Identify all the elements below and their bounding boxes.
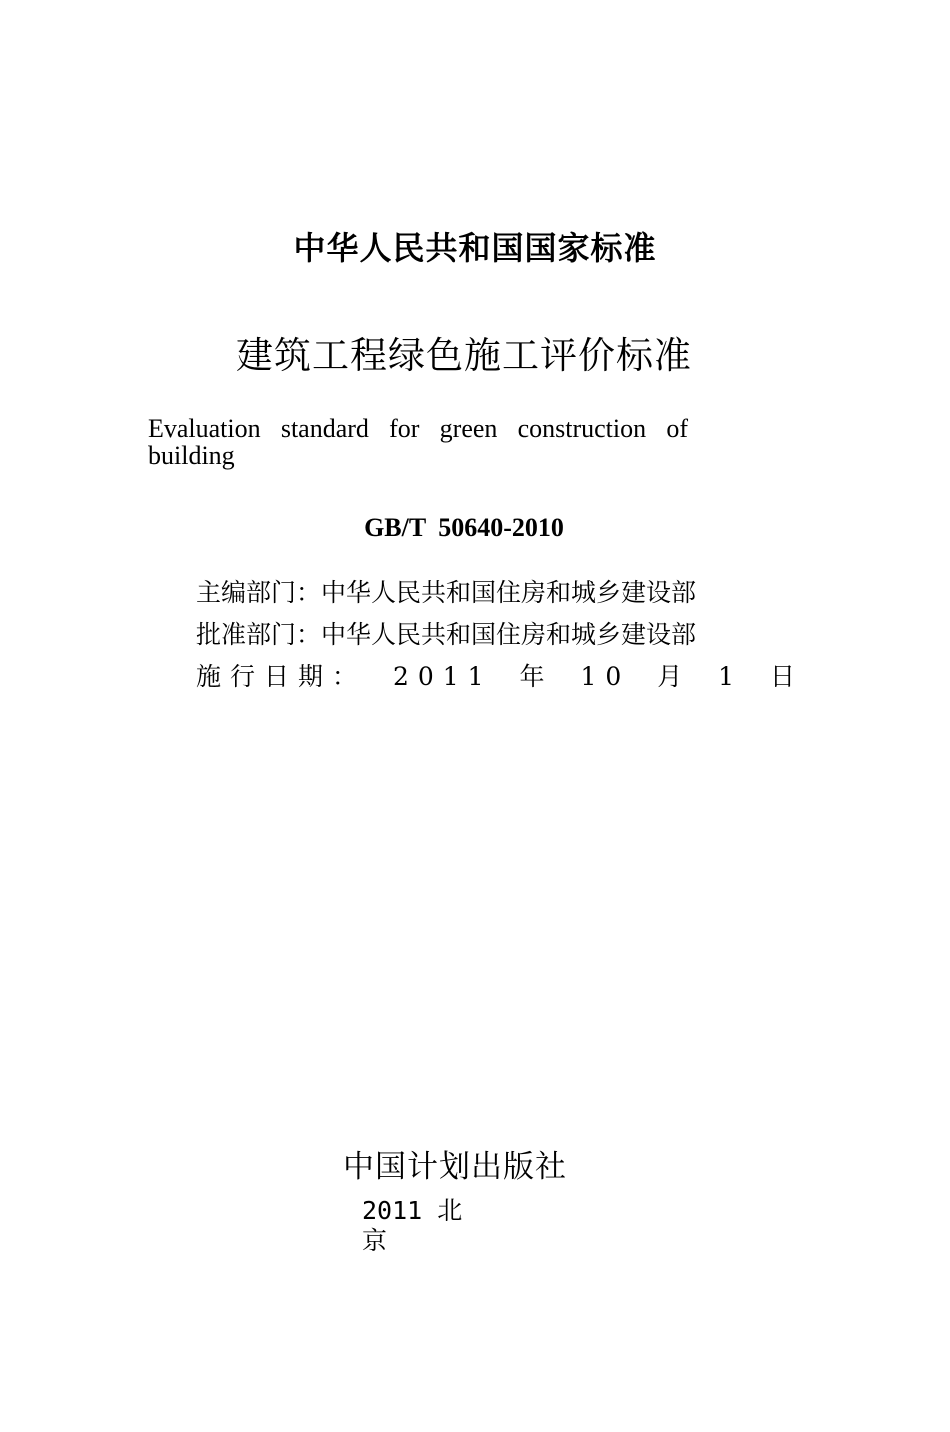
effective-date: 施行日期： 2011 年 10 月 1 日 [196,662,805,691]
national-standard-heading: 中华人民共和国国家标准 [293,229,657,267]
standard-title-english: Evaluation standard for green construction of building [148,414,688,470]
approval-department: 批准部门：中华人民共和国住房和城乡建设部 [196,620,697,649]
publication-year-place: 2011 北京 [362,1196,463,1255]
publisher-name: 中国计划出版社 [343,1149,567,1185]
standard-title-chinese: 建筑工程绿色施工评价标准 [236,334,692,377]
chief-editor-department: 主编部门：中华人民共和国住房和城乡建设部 [196,578,697,607]
standard-code: GB/T 50640-2010 [364,513,564,542]
